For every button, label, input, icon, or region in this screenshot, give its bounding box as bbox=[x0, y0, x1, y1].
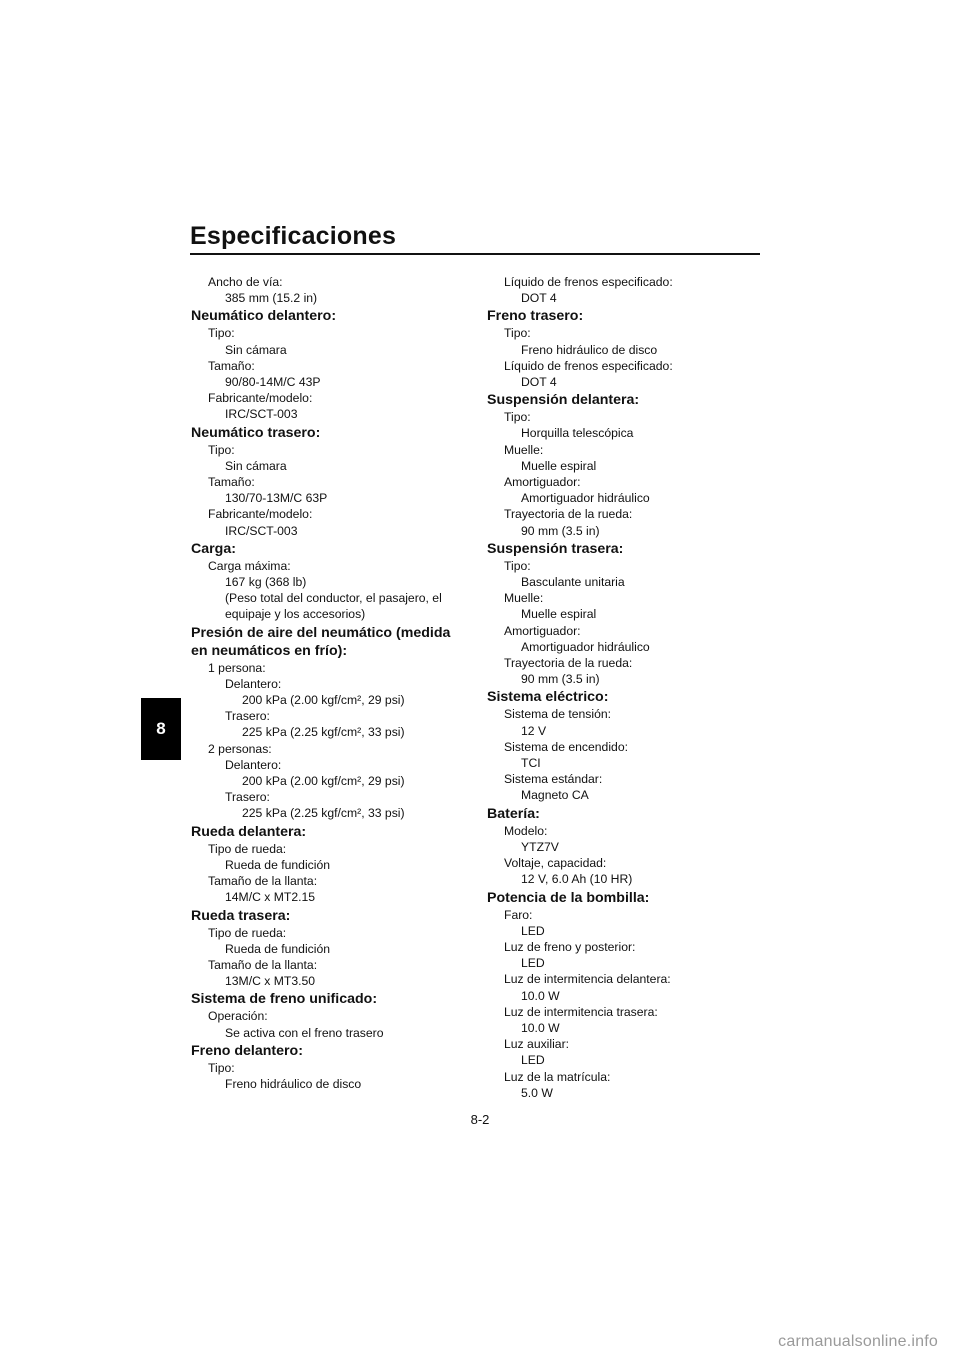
spec-value: Sin cámara bbox=[225, 342, 287, 357]
spec-value: 13M/C x MT3.50 bbox=[225, 974, 316, 989]
spec-value: 90/80-14M/C 43P bbox=[225, 375, 321, 390]
spec-label: Tipo: bbox=[208, 1060, 235, 1075]
spec-label: Líquido de frenos especificado: bbox=[504, 275, 673, 289]
spec-label: Tipo: bbox=[208, 326, 235, 341]
spec-value: Freno hidráulico de disco bbox=[521, 342, 658, 357]
spec-value: Sin cámara bbox=[225, 458, 287, 473]
spec-column-left bbox=[191, 274, 461, 1092]
spec-label: Fabricante/modelo: bbox=[208, 507, 313, 522]
spec-label: Tipo: bbox=[504, 558, 531, 573]
spec-label: Sistema estándar: bbox=[504, 772, 603, 787]
spec-value: Magneto CA bbox=[521, 788, 589, 803]
spec-value: LED bbox=[521, 1053, 545, 1068]
chapter-number: 8 bbox=[156, 719, 166, 738]
spec-value: TCI bbox=[521, 756, 541, 771]
spec-label: Muelle: bbox=[504, 591, 544, 606]
spec-value: 385 mm (15.2 in) bbox=[225, 291, 318, 306]
spec-value: Amortiguador hidráulico bbox=[521, 491, 650, 506]
spec-value: Delantero: bbox=[225, 676, 282, 691]
spec-column-right bbox=[487, 274, 757, 1101]
title-rule bbox=[190, 253, 760, 255]
spec-value: Freno hidráulico de disco bbox=[225, 1076, 362, 1091]
spec-label: Voltaje, capacidad: bbox=[504, 856, 607, 871]
spec-value: 10.0 W bbox=[521, 988, 560, 1003]
spec-value: 225 kPa (2.25 kgf/cm², 33 psi) bbox=[242, 806, 405, 821]
spec-value: Trasero: bbox=[225, 709, 270, 724]
spec-label: Tipo: bbox=[504, 410, 531, 425]
spec-label: Sistema de encendido: bbox=[504, 739, 628, 754]
spec-label: Ancho de vía: bbox=[208, 275, 283, 289]
spec-label: Luz de freno y posterior: bbox=[504, 939, 636, 954]
spec-label: Operación: bbox=[208, 1009, 268, 1024]
spec-section-heading: Rueda trasera: bbox=[191, 907, 291, 924]
spec-section-heading: Suspensión trasera: bbox=[487, 540, 624, 557]
spec-label: Tipo de rueda: bbox=[208, 841, 287, 856]
page-number: 8-2 bbox=[470, 1112, 490, 1127]
spec-section-heading: Freno delantero: bbox=[191, 1042, 303, 1059]
spec-section-heading: Suspensión delantera: bbox=[487, 392, 640, 409]
spec-value: 90 mm (3.5 in) bbox=[521, 672, 600, 687]
spec-label: Amortiguador: bbox=[504, 475, 581, 490]
spec-section-heading: Potencia de la bombilla: bbox=[487, 889, 650, 906]
spec-value: IRC/SCT-003 bbox=[225, 523, 298, 538]
spec-label: Luz de intermitencia delantera: bbox=[504, 972, 671, 987]
spec-value: Rueda de fundición bbox=[225, 941, 331, 956]
spec-label: Tamaño: bbox=[208, 358, 255, 373]
spec-label: Tipo: bbox=[504, 326, 531, 341]
spec-label: Trayectoria de la rueda: bbox=[504, 507, 633, 522]
spec-label: Sistema de tensión: bbox=[504, 707, 612, 722]
spec-label: Modelo: bbox=[504, 823, 548, 838]
spec-value: 225 kPa (2.25 kgf/cm², 33 psi) bbox=[242, 725, 405, 740]
spec-label: Faro: bbox=[504, 907, 533, 922]
spec-value: 5.0 W bbox=[521, 1085, 553, 1100]
spec-value: 167 kg (368 lb) bbox=[225, 575, 307, 590]
watermark: carmanualsonline.info bbox=[778, 1333, 938, 1350]
page-title: Especificaciones bbox=[190, 222, 397, 250]
spec-value: 200 kPa (2.00 kgf/cm², 29 psi) bbox=[242, 774, 405, 789]
spec-value: Muelle espiral bbox=[521, 458, 597, 473]
spec-label: 1 persona: bbox=[208, 660, 266, 675]
spec-section-heading: Sistema eléctrico: bbox=[487, 689, 609, 706]
spec-value: LED bbox=[521, 956, 545, 971]
spec-value: Rueda de fundición bbox=[225, 857, 331, 872]
spec-section-heading: Neumático delantero: bbox=[191, 308, 337, 325]
spec-section-heading: Presión de aire del neumático (medida en neumáticos en frío): bbox=[191, 624, 451, 659]
spec-value: Trasero: bbox=[225, 790, 270, 805]
spec-value: 130/70-13M/C 63P bbox=[225, 491, 328, 506]
spec-value: 200 kPa (2.00 kgf/cm², 29 psi) bbox=[242, 693, 405, 708]
spec-value: Horquilla telescópica bbox=[521, 426, 634, 441]
spec-section-heading: Carga: bbox=[191, 540, 236, 557]
spec-section-heading: Sistema de freno unificado: bbox=[191, 991, 378, 1008]
spec-value: 12 V bbox=[521, 723, 547, 738]
spec-label: Tipo de rueda: bbox=[208, 925, 287, 940]
spec-value: IRC/SCT-003 bbox=[225, 407, 298, 422]
spec-value: Delantero: bbox=[225, 757, 282, 772]
spec-label: Tamaño de la llanta: bbox=[208, 874, 318, 889]
spec-value: Basculante unitaria bbox=[521, 575, 625, 590]
spec-label: Trayectoria de la rueda: bbox=[504, 656, 633, 671]
spec-label: Líquido de frenos especificado: bbox=[504, 358, 673, 373]
spec-label: Carga máxima: bbox=[208, 558, 291, 573]
spec-value: (Peso total del conductor, el pasajero, el equipaje y los accesorios) bbox=[225, 591, 442, 622]
spec-section-heading: Rueda delantera: bbox=[191, 823, 307, 840]
spec-label: Muelle: bbox=[504, 442, 544, 457]
spec-value: Muelle espiral bbox=[521, 607, 597, 622]
spec-label: 2 personas: bbox=[208, 741, 272, 756]
spec-value: DOT 4 bbox=[521, 291, 557, 306]
spec-label: Luz de intermitencia trasera: bbox=[504, 1004, 658, 1019]
spec-value: DOT 4 bbox=[521, 375, 557, 390]
spec-value: YTZ7V bbox=[521, 839, 559, 854]
spec-label: Luz de la matrícula: bbox=[504, 1069, 611, 1084]
spec-label: Amortiguador: bbox=[504, 623, 581, 638]
spec-label: Tamaño: bbox=[208, 475, 255, 490]
spec-value: LED bbox=[521, 923, 545, 938]
spec-label: Tamaño de la llanta: bbox=[208, 957, 318, 972]
spec-value: 10.0 W bbox=[521, 1020, 560, 1035]
spec-label: Luz auxiliar: bbox=[504, 1037, 570, 1052]
spec-value: Se activa con el freno trasero bbox=[225, 1025, 384, 1040]
spec-section-heading: Freno trasero: bbox=[487, 308, 584, 325]
spec-section-heading: Batería: bbox=[487, 805, 540, 822]
chapter-tab bbox=[141, 698, 181, 760]
spec-value: 90 mm (3.5 in) bbox=[521, 523, 600, 538]
spec-label: Tipo: bbox=[208, 442, 235, 457]
spec-label: Fabricante/modelo: bbox=[208, 391, 313, 406]
spec-value: 14M/C x MT2.15 bbox=[225, 890, 316, 905]
spec-section-heading: Neumático trasero: bbox=[191, 424, 321, 441]
spec-value: 12 V, 6.0 Ah (10 HR) bbox=[521, 872, 633, 887]
spec-value: Amortiguador hidráulico bbox=[521, 639, 650, 654]
